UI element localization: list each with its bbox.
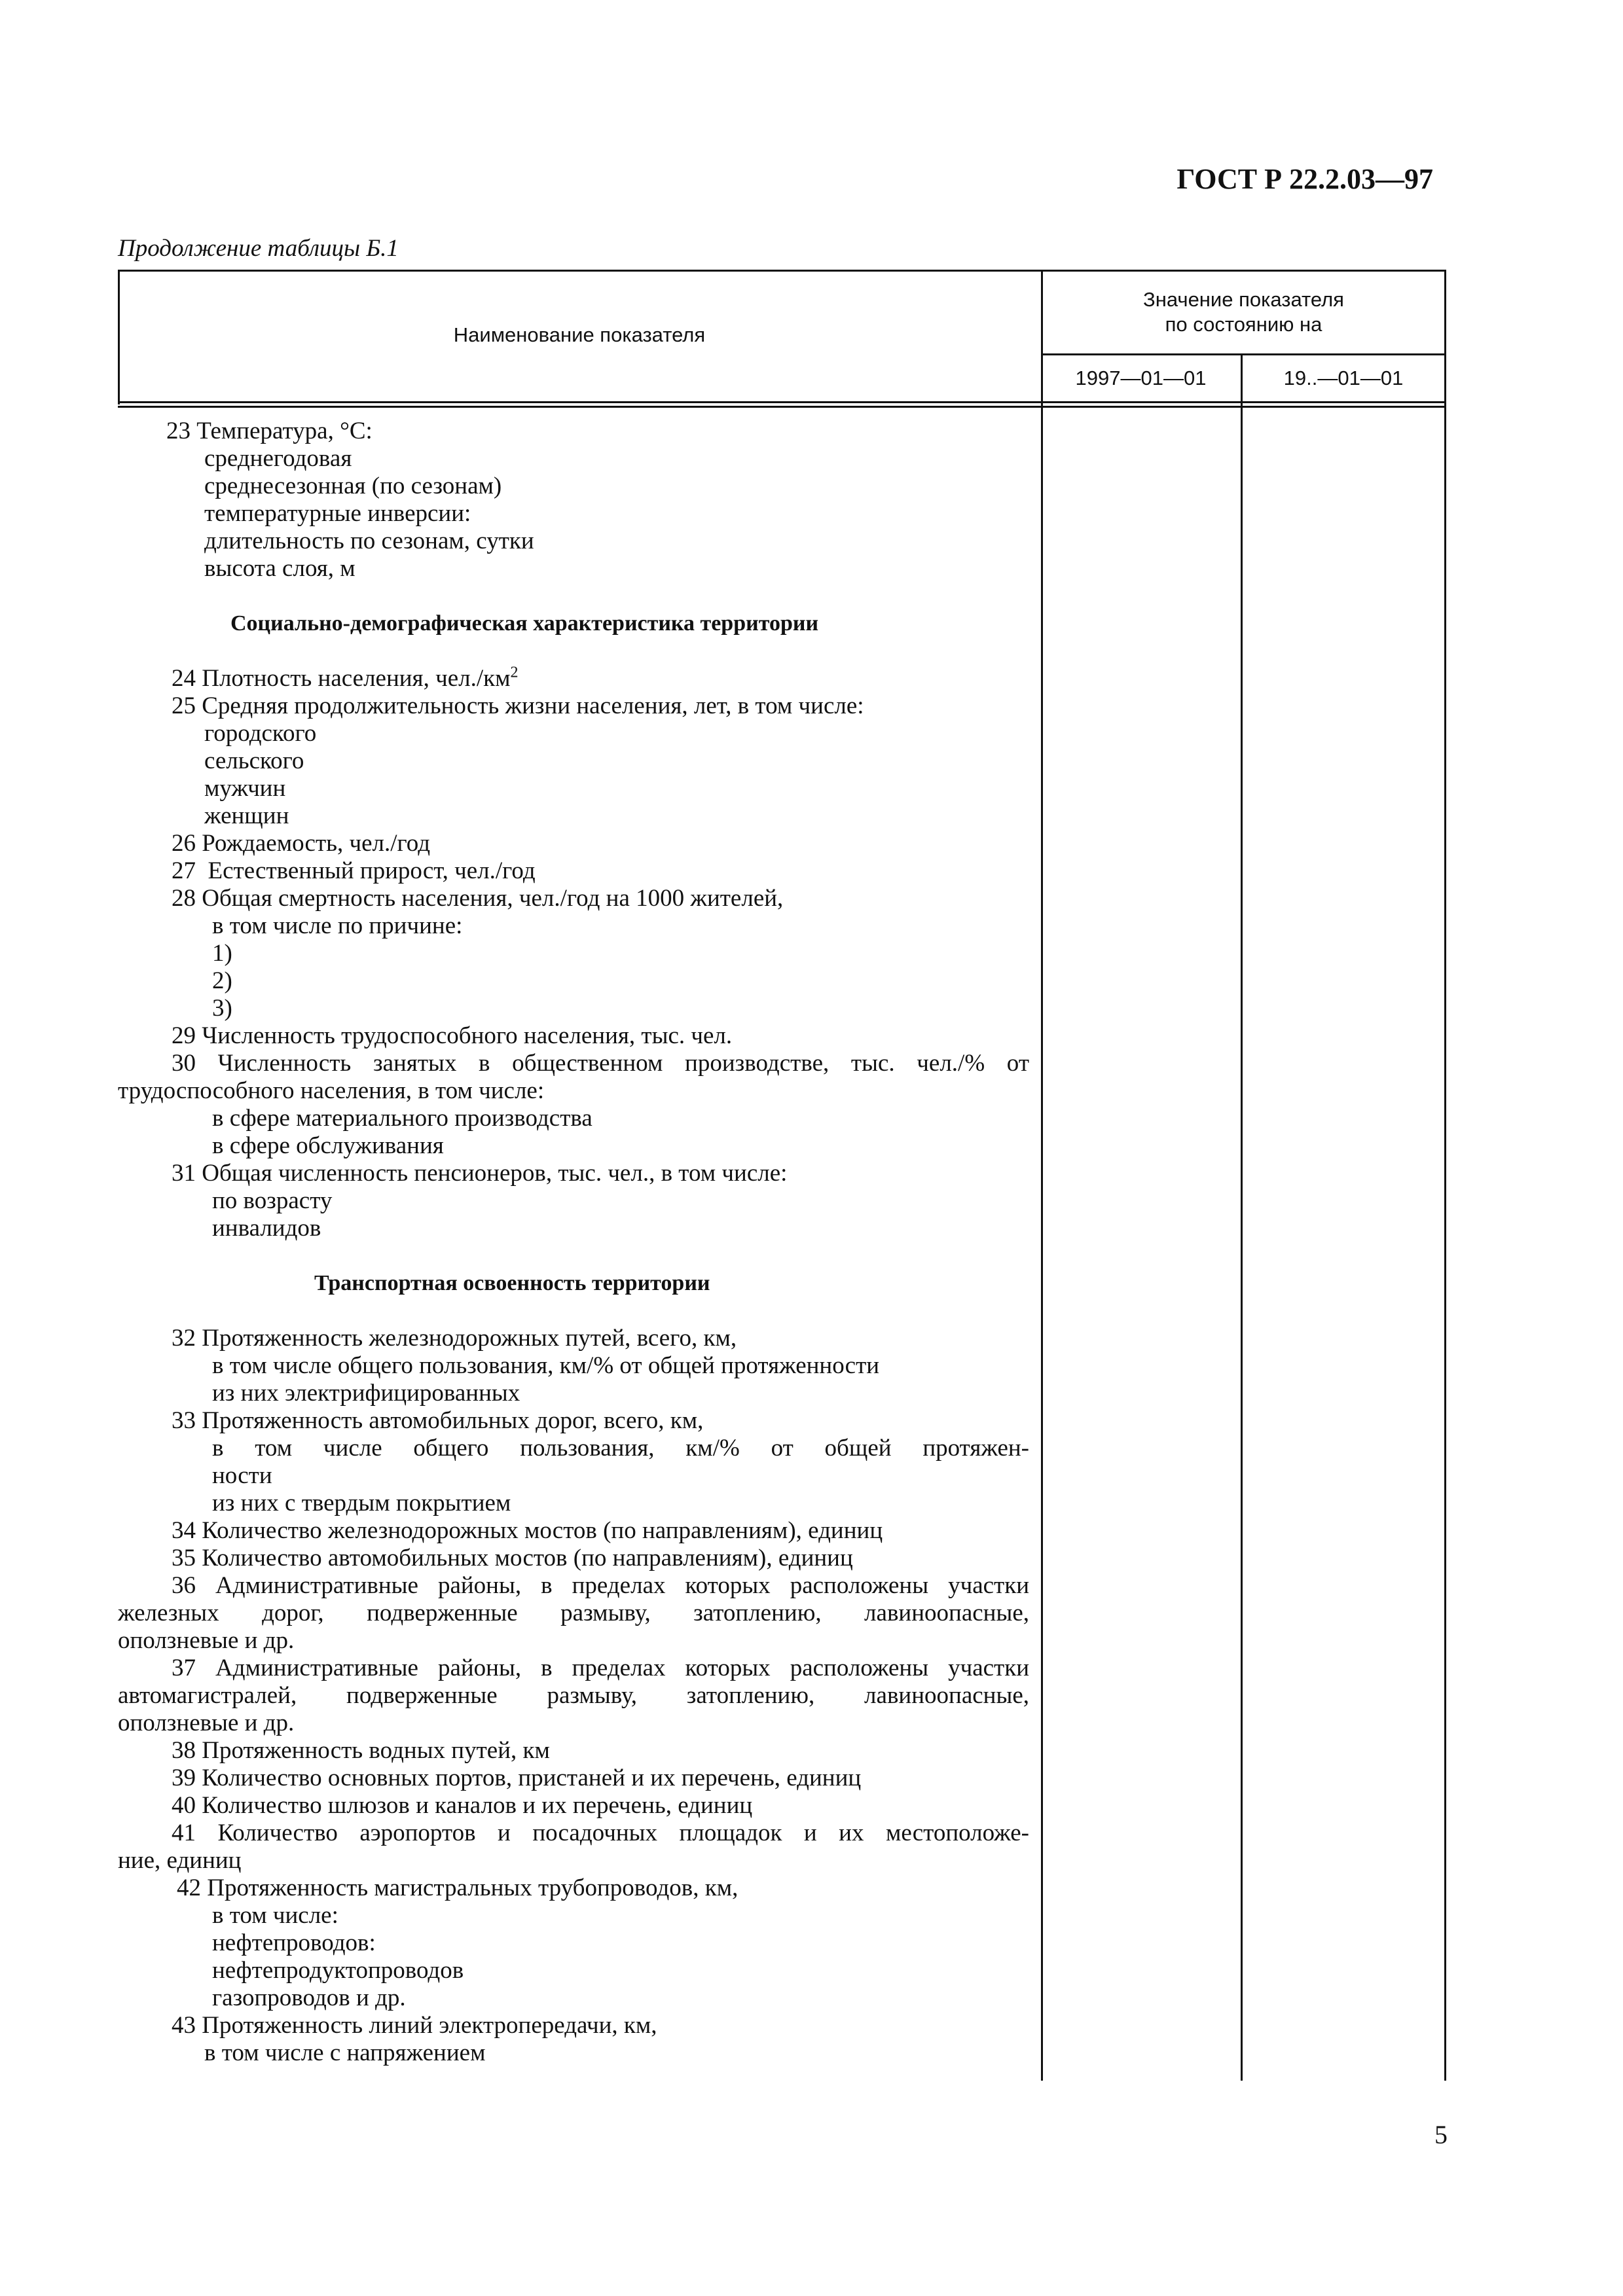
list-item: 3) — [212, 995, 232, 1022]
list-item: 29 Численность трудоспособного населения, тыс. чел. — [172, 1022, 733, 1049]
list-item: 34 Количество железнодорожных мостов (по направлениям), единиц — [172, 1517, 883, 1544]
section-heading-transport: Транспортная освоенность территории — [314, 1271, 710, 1295]
list-item: 38 Протяженность водных путей, км — [172, 1737, 550, 1764]
column-header-date2: 19..—01—01 — [1283, 367, 1404, 389]
list-item: в том числе по причине: — [212, 912, 463, 939]
table-caption: Продолжение таблицы Б.1 — [118, 235, 399, 262]
column-header-name: Наименование показателя — [453, 323, 706, 346]
list-item: в том числе: — [212, 1902, 338, 1929]
list-item: в том числе общего пользования, км/% от общей протяжен- — [212, 1435, 1029, 1462]
list-item: 35 Количество автомобильных мостов (по направлениям), единиц — [172, 1545, 853, 1571]
list-item: в том числе с напряжением — [204, 2039, 486, 2066]
list-item: нефтепроводов: — [212, 1929, 376, 1956]
list-item: сельского — [204, 747, 304, 774]
list-item: высота слоя, м — [204, 555, 356, 582]
list-item: 37 Административные районы, в пределах которых расположены участки — [172, 1655, 1029, 1681]
list-item: 23 Температура, °С: — [166, 418, 373, 444]
list-item: оползневые и др. — [118, 1710, 295, 1736]
indicator-table — [118, 270, 1446, 2081]
list-item: 43 Протяженность линий электропередачи, км, — [172, 2012, 657, 2039]
list-item: среднесезонная (по сезонам) — [204, 473, 502, 499]
list-item: оползневые и др. — [118, 1627, 295, 1654]
header-bottom-border — [118, 401, 1446, 403]
list-item: нефтепродуктопроводов — [212, 1957, 464, 1984]
list-item: газопроводов и др. — [212, 1984, 406, 2011]
list-item: 2) — [212, 967, 232, 994]
list-item: 42 Протяженность магистральных трубопроводов, км, — [177, 1874, 739, 1901]
list-item: 39 Количество основных портов, пристаней и их перечень, единиц — [172, 1765, 862, 1791]
page-number: 5 — [1434, 2120, 1448, 2149]
list-item: среднегодовая — [204, 445, 352, 472]
table-right-border — [1444, 270, 1446, 2081]
column-header-date1: 1997—01—01 — [1075, 367, 1207, 389]
superscript: 2 — [510, 664, 519, 681]
header-bottom-border-double — [118, 406, 1446, 408]
list-item: 27 Естественный прирост, чел./год — [172, 857, 536, 884]
column-divider-dates — [1241, 353, 1243, 2081]
list-item: в том числе общего пользования, км/% от общей протяженности — [212, 1352, 880, 1379]
list-item: в сфере обслуживания — [212, 1132, 444, 1159]
list-item: температурные инверсии: — [204, 500, 471, 527]
list-item: 31 Общая численность пенсионеров, тыс. чел., в том числе: — [172, 1160, 788, 1187]
list-item: 1) — [212, 940, 232, 967]
list-item: в сфере материального производства — [212, 1105, 593, 1132]
list-item: 28 Общая смертность населения, чел./год на 1000 жителей, — [172, 885, 784, 912]
table-top-border — [118, 270, 1446, 272]
column-divider-name — [1041, 270, 1043, 2081]
column-header-value-line1: Значение показателя — [1143, 288, 1344, 311]
list-item: 41 Количество аэропортов и посадочных площадок и их местоположе- — [172, 1820, 1029, 1846]
list-item: длительность по сезонам, сутки — [204, 528, 534, 554]
list-item: из них с твердым покрытием — [212, 1490, 511, 1516]
value-header-divider — [1041, 353, 1446, 355]
list-item: 40 Количество шлюзов и каналов и их перечень, единиц — [172, 1792, 753, 1819]
indicator-list — [118, 418, 1029, 2067]
column-header-value-line2: по состоянию на — [1165, 313, 1322, 336]
standard-code: ГОСТ Р 22.2.03—97 — [1176, 163, 1433, 195]
list-item: 30 Численность занятых в общественном производстве, тыс. чел./% от — [172, 1050, 1029, 1077]
list-item: 36 Административные районы, в пределах которых расположены участки — [172, 1572, 1029, 1599]
list-item: из них электрифицированных — [212, 1380, 520, 1407]
list-item: 25 Средняя продолжительность жизни населения, лет, в том числе: — [172, 692, 864, 719]
list-item: мужчин — [204, 775, 286, 802]
list-item: 26 Рождаемость, чел./год — [172, 830, 431, 857]
list-item: 33 Протяженность автомобильных дорог, всего, км, — [172, 1407, 704, 1434]
list-item: 24 Плотность населения, $чел./км^2$ — [172, 664, 519, 692]
list-item: по возрасту — [212, 1187, 333, 1214]
section-heading-social: Социально-демографическая характеристика территории — [230, 611, 819, 636]
list-item: ности — [212, 1462, 272, 1489]
list-item: ние, единиц — [118, 1847, 242, 1874]
list-item: инвалидов — [212, 1215, 321, 1242]
list-item: автомагистралей, подверженные размыву, затоплению, лавиноопасные, — [118, 1682, 1029, 1709]
list-item: трудоспособного населения, в том числе: — [118, 1077, 545, 1104]
list-item: железных дорог, подверженные размыву, затоплению, лавиноопасные, — [118, 1600, 1029, 1626]
list-item: 32 Протяженность железнодорожных путей, всего, км, — [172, 1325, 737, 1352]
list-item: женщин — [204, 802, 289, 829]
list-item: городского — [204, 720, 317, 747]
